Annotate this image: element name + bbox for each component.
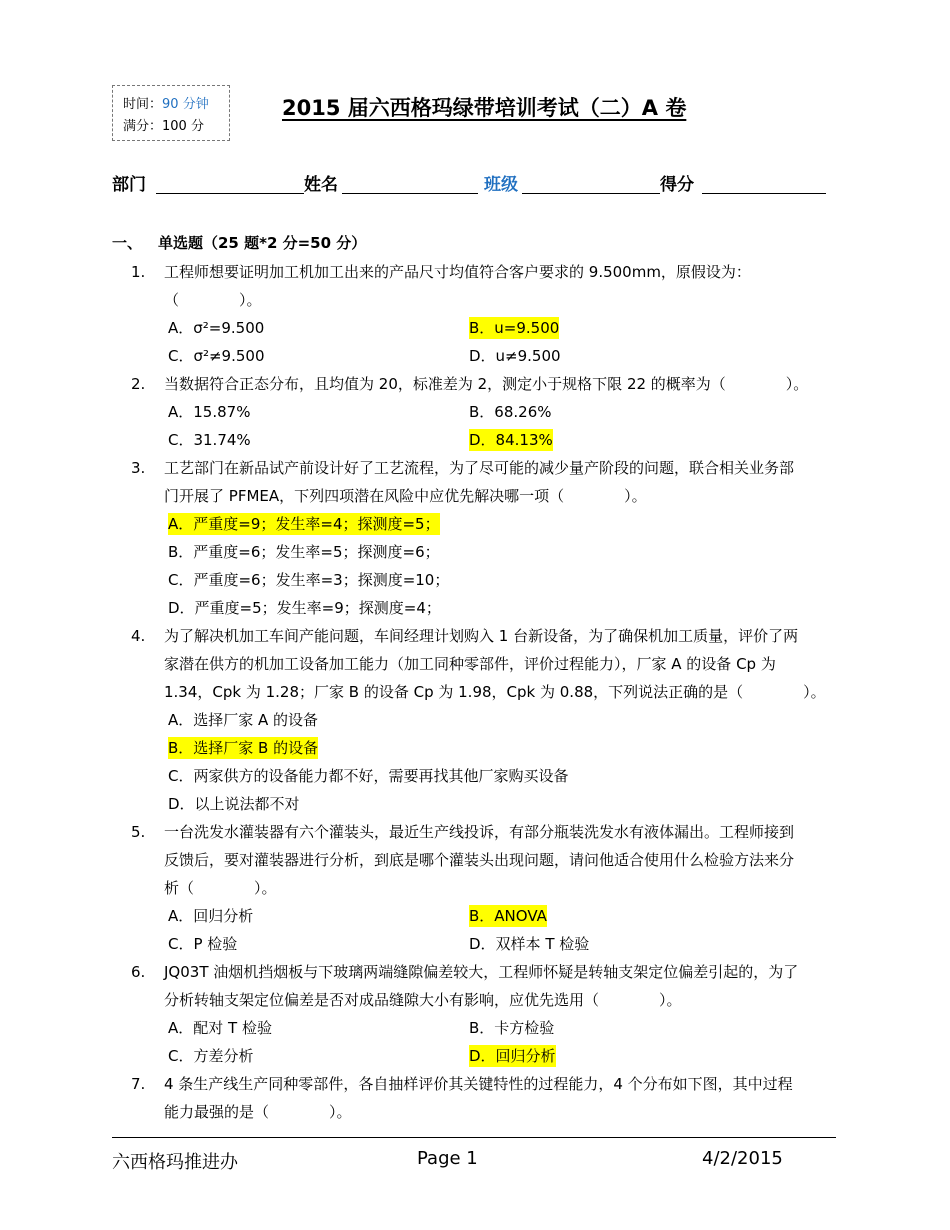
class-blank[interactable] (522, 193, 660, 194)
option-b-answer: B．选择厂家 B 的设备 (168, 739, 319, 757)
question-stem: JQ03T 油烟机挡烟板与下玻璃两端缝隙偏差较大，工程师怀疑是转轴支架定位偏差引起的，为了 (164, 963, 799, 981)
option-c: C．两家供方的设备能力都不好，需要再找其他厂家购买设备 (168, 767, 569, 785)
question-stem: （ ）。 (164, 291, 262, 309)
option-a: A．15.87% (168, 403, 251, 421)
question-stem: 当数据符合正态分布，且均值为 20，标准差为 2，测定小于规格下限 22 的概率为（ ）。 (164, 375, 809, 393)
name-blank[interactable] (342, 193, 478, 194)
question-number: 7. (131, 1075, 146, 1093)
question-stem: 反馈后，要对灌装器进行分析，到底是哪个灌装头出现问题，请问他适合使用什么检验方法来分 (164, 851, 795, 869)
footer-divider (112, 1137, 836, 1138)
question-stem: 工艺部门在新品试产前设计好了工艺流程，为了尽可能的减少量产阶段的问题，联合相关业务部 (164, 459, 795, 477)
exam-title: 2015 届六西格玛绿带培训考试（二）A 卷 (282, 96, 687, 120)
full-score: 满分：100 分 (123, 119, 204, 134)
footer-date: 4/2/2015 (702, 1148, 783, 1169)
time-label: 时间： (123, 97, 163, 112)
option-a: A．回归分析 (168, 907, 254, 925)
time-value: 90 分钟 (162, 97, 209, 112)
score-blank[interactable] (702, 193, 826, 194)
option-c: C．31.74% (168, 431, 251, 449)
exam-info-box (112, 85, 230, 141)
option-d: D．双样本 T 检验 (469, 935, 590, 953)
section-heading (112, 232, 366, 253)
header-fields (112, 170, 832, 196)
option-c: C．方差分析 (168, 1047, 254, 1065)
time-row (123, 94, 219, 116)
question-stem: 家潜在供方的机加工设备加工能力（加工同种零部件，评价过程能力），厂家 A 的设备 Cp 为 (164, 655, 776, 673)
name-label: 姓名 (304, 175, 338, 195)
question-stem: 一台洗发水灌装器有六个灌装头，最近生产线投诉，有部分瓶装洗发水有液体漏出。工程师接到 (164, 823, 795, 841)
footer-org: 六西格玛推进办 (112, 1152, 238, 1173)
option-a-answer: A．严重度=9；发生率=4；探测度=5； (168, 515, 440, 533)
question-number: 1. (131, 263, 146, 281)
option-c: C．σ²≠9.500 (168, 347, 265, 365)
option-b: B．68.26% (469, 403, 552, 421)
option-c: C．严重度=6；发生率=3；探测度=10； (168, 571, 450, 589)
section-text: 单选题（25 题*2 分=50 分） (158, 234, 367, 252)
option-d: D．严重度=5；发生率=9；探测度=4； (168, 599, 441, 617)
dept-blank[interactable] (156, 193, 304, 194)
option-a: A．配对 T 检验 (168, 1019, 272, 1037)
option-b: B．严重度=6；发生率=5；探测度=6； (168, 543, 440, 561)
question-number: 3. (131, 459, 146, 477)
question-stem: 门开展了 PFMEA，下列四项潜在风险中应优先解决哪一项（ ）。 (164, 487, 647, 505)
option-a: A．选择厂家 A 的设备 (168, 711, 319, 729)
option-b: B．卡方检验 (469, 1019, 555, 1037)
option-b-answer: B．u=9.500 (469, 319, 560, 337)
question-stem: 能力最强的是（ ）。 (164, 1103, 352, 1121)
question-number: 6. (131, 963, 146, 981)
option-d: D．u≠9.500 (469, 347, 561, 365)
question-number: 4. (131, 627, 146, 645)
option-d-answer: D．84.13% (469, 431, 553, 449)
option-d-answer: D．回归分析 (469, 1047, 556, 1065)
dept-label: 部门 (112, 175, 146, 195)
score-label: 得分 (660, 175, 694, 195)
question-stem: 析（ ）。 (164, 879, 277, 897)
question-stem: 为了解决机加工车间产能问题，车间经理计划购入 1 台新设备，为了确保机加工质量，评价了两 (164, 627, 799, 645)
question-number: 2. (131, 375, 146, 393)
section-number: 一、 (112, 234, 143, 252)
option-c: C．P 检验 (168, 935, 238, 953)
class-label: 班级 (484, 175, 518, 195)
question-stem: 分析转轴支架定位偏差是否对成品缝隙大小有影响，应优先选用（ ）。 (164, 991, 682, 1009)
page-number: Page 1 (417, 1148, 478, 1169)
option-a: A．σ²=9.500 (168, 319, 265, 337)
question-stem: 4 条生产线生产同种零部件，各自抽样评价其关键特性的过程能力，4 个分布如下图，其中过程 (164, 1075, 793, 1093)
question-number: 5. (131, 823, 146, 841)
question-stem: 1.34，Cpk 为 1.28；厂家 B 的设备 Cp 为 1.98，Cpk 为 0.88，下列说法正确的是（ ）。 (164, 683, 826, 701)
question-stem: 工程师想要证明加工机加工出来的产品尺寸均值符合客户要求的 9.500mm，原假设为： (164, 263, 751, 281)
option-b-answer: B．ANOVA (469, 907, 547, 925)
option-d: D．以上说法都不对 (168, 795, 300, 813)
